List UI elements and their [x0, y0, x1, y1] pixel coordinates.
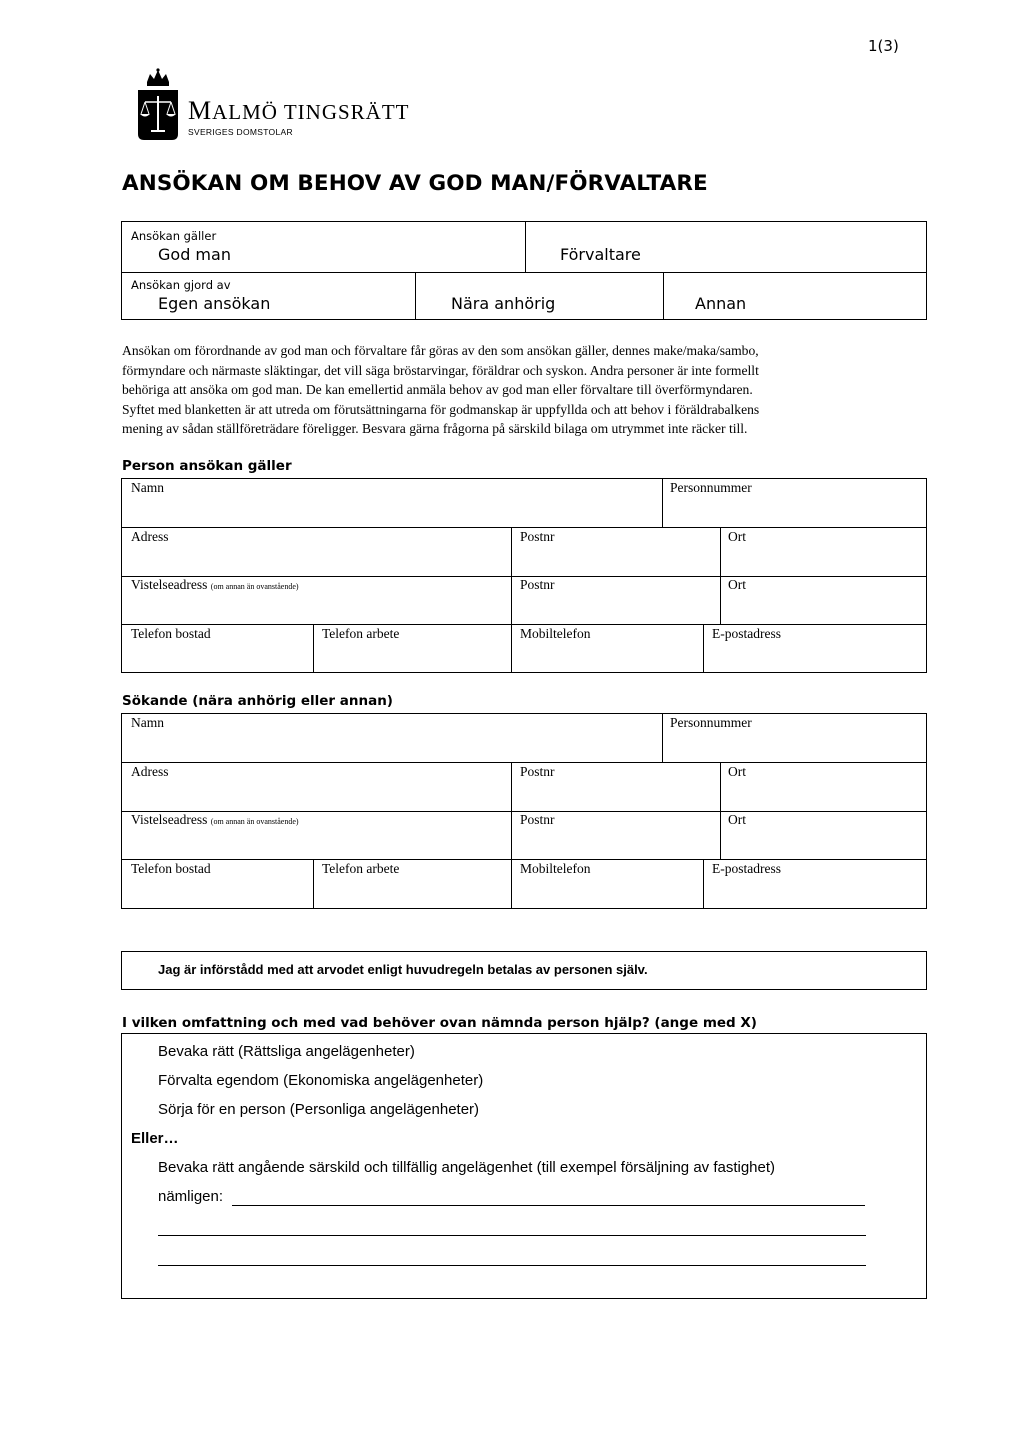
namely-input-line[interactable] — [158, 1235, 866, 1236]
address-field[interactable]: Adress — [131, 764, 169, 779]
help-option-legal[interactable]: Bevaka rätt (Rättsliga angelägenheter) — [158, 1043, 415, 1060]
divider — [415, 272, 416, 319]
residence-address-field[interactable]: Vistelseadress (om annan än ovanstående) — [131, 577, 299, 592]
residence-address-field[interactable]: Vistelseadress (om annan än ovanstående) — [131, 812, 299, 827]
divider — [511, 762, 512, 908]
page-number: 1(3) — [868, 37, 899, 55]
application-by-label: Ansökan gjord av — [131, 278, 231, 292]
divider — [720, 527, 721, 624]
divider — [122, 859, 926, 860]
option-egen-ansokan[interactable]: Egen ansökan — [158, 294, 271, 313]
city-field[interactable]: Ort — [728, 812, 746, 827]
intro-line: behöriga att ansöka om god man. De kan emellertid anmäla behov av god man eller förvaltare till överförmyndaren. — [122, 382, 753, 398]
applicant-table — [121, 713, 927, 909]
help-or-label: Eller… — [131, 1130, 179, 1147]
mobile-field[interactable]: Mobiltelefon — [520, 861, 591, 876]
intro-line: förmyndare och närmaste släktingar, det vill säga bröstarvingar, föräldrar och syskon. Andra personer är inte formellt — [122, 362, 759, 378]
divider — [122, 624, 926, 625]
divider — [703, 624, 704, 672]
divider — [703, 859, 704, 908]
option-nara-anhorig[interactable]: Nära anhörig — [451, 294, 556, 313]
name-field[interactable]: Namn — [131, 480, 164, 495]
help-namely-label: nämligen: — [158, 1188, 224, 1205]
help-option-economic[interactable]: Förvalta egendom (Ekonomiska angelägenheter) — [158, 1072, 484, 1089]
intro-line: Syftet med blanketten är att utreda om förutsättningarna för godmanskap är uppfyllda och att behov i föräldrabalkens — [122, 401, 760, 417]
person-section-title: Person ansökan gäller — [122, 458, 292, 474]
divider — [511, 527, 512, 672]
divider — [720, 762, 721, 859]
divider — [662, 479, 663, 527]
address-field[interactable]: Adress — [131, 529, 169, 544]
divider — [663, 272, 664, 319]
application-type-label: Ansökan gäller — [131, 229, 217, 243]
personal-number-field[interactable]: Personnummer — [670, 480, 752, 495]
person-table — [121, 478, 927, 673]
email-field[interactable]: E-postadress — [712, 861, 781, 876]
phone-home-field[interactable]: Telefon bostad — [131, 861, 211, 876]
phone-work-field[interactable]: Telefon arbete — [322, 626, 400, 641]
divider — [662, 714, 663, 762]
city-field[interactable]: Ort — [728, 577, 746, 592]
intro-line: Ansökan om förordnande av god man och förvaltare får göras av den som ansökan gäller, dennes make/maka/sambo, — [122, 343, 759, 358]
option-forvaltare[interactable]: Förvaltare — [560, 245, 641, 264]
court-logo — [136, 68, 436, 142]
document-title: ANSÖKAN OM BEHOV AV GOD MAN/FÖRVALTARE — [122, 171, 708, 196]
court-subtitle: SVERIGES DOMSTOLAR — [188, 127, 293, 137]
mobile-field[interactable]: Mobiltelefon — [520, 626, 591, 641]
postal-code-field[interactable]: Postnr — [520, 529, 555, 544]
postal-code-field[interactable]: Postnr — [520, 577, 555, 592]
applicant-section-title: Sökande (nära anhörig eller annan) — [122, 693, 393, 709]
divider — [122, 272, 926, 273]
city-field[interactable]: Ort — [728, 529, 746, 544]
name-field[interactable]: Namn — [131, 715, 164, 730]
intro-line: mening av sådan ställföreträdare föreligger. Besvara gärna frågorna på särskild bilaga om utrymmet inte räcker till. — [122, 421, 748, 437]
divider — [313, 859, 314, 908]
namely-input-line[interactable] — [158, 1265, 866, 1266]
help-option-personal[interactable]: Sörja för en person (Personliga angelägenheter) — [158, 1101, 480, 1118]
divider — [313, 624, 314, 672]
namely-input-line[interactable] — [232, 1205, 865, 1206]
intro-paragraph — [122, 341, 922, 439]
fee-notice-text: Jag är införstådd med att arvodet enligt huvudregeln betalas av personen själv. — [158, 962, 648, 977]
option-annan[interactable]: Annan — [695, 294, 747, 313]
option-god-man[interactable]: God man — [158, 245, 231, 264]
divider — [122, 762, 926, 763]
court-name: MALMÖ TINGSRÄTT — [188, 96, 410, 125]
city-field[interactable]: Ort — [728, 764, 746, 779]
application-type-box — [121, 221, 927, 320]
help-option-special[interactable]: Bevaka rätt angående särskild och tillfällig angelägenhet (till exempel försäljning av fastighet) — [158, 1159, 776, 1176]
help-section-title: I vilken omfattning och med vad behöver ovan nämnda person hjälp? (ange med X) — [122, 1015, 757, 1031]
crown-scales-emblem-icon — [136, 68, 180, 142]
phone-home-field[interactable]: Telefon bostad — [131, 626, 211, 641]
email-field[interactable]: E-postadress — [712, 626, 781, 641]
divider — [122, 527, 926, 528]
personal-number-field[interactable]: Personnummer — [670, 715, 752, 730]
divider — [525, 222, 526, 272]
postal-code-field[interactable]: Postnr — [520, 812, 555, 827]
postal-code-field[interactable]: Postnr — [520, 764, 555, 779]
phone-work-field[interactable]: Telefon arbete — [322, 861, 400, 876]
